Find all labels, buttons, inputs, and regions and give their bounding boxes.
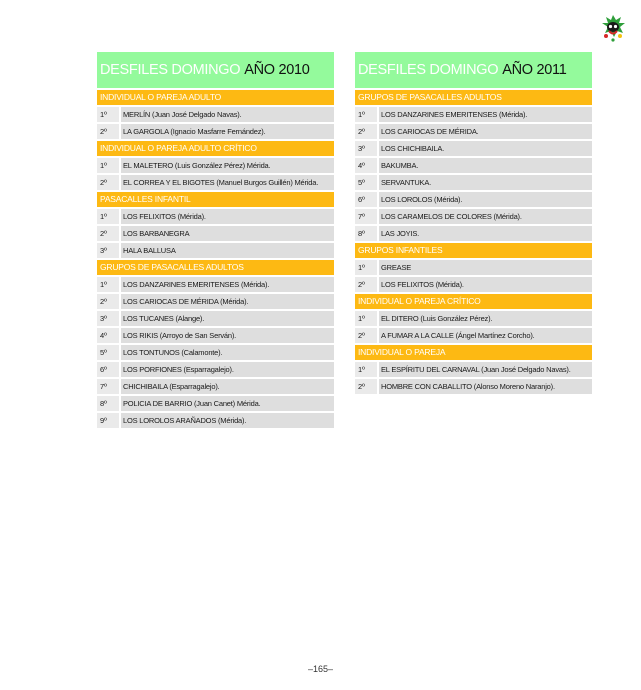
category-heading: GRUPOS DE PASACALLES ADULTOS <box>355 90 592 105</box>
result-row <box>355 379 592 394</box>
group-name: LOS LOROLOS (Mérida). <box>379 192 592 207</box>
group-name: LOS FELIXITOS (Mérida). <box>121 209 334 224</box>
group-name: A FUMAR A LA CALLE (Ángel Martínez Corcho). <box>379 328 592 343</box>
placement-rank: 2º <box>97 124 119 139</box>
group-name: LOS CARIOCAS DE MÉRIDA (Mérida). <box>121 294 334 309</box>
placement-rank: 5º <box>355 175 377 190</box>
panel-title-event: DESFILES DOMINGO <box>358 62 499 78</box>
category-heading: INDIVIDUAL O PAREJA CRÍTICO <box>355 294 592 309</box>
panel-title-year: AÑO 2011 <box>502 62 567 78</box>
group-name: LAS JOYIS. <box>379 226 592 241</box>
panel-title <box>97 52 334 88</box>
result-row <box>97 294 334 309</box>
placement-rank: 2º <box>355 124 377 139</box>
placement-rank: 1º <box>355 362 377 377</box>
result-row <box>355 226 592 241</box>
group-name: LOS CARIOCAS DE MÉRIDA. <box>379 124 592 139</box>
result-row <box>355 192 592 207</box>
results-panel-2010 <box>97 52 334 428</box>
result-row <box>355 107 592 122</box>
group-name: LOS DANZARINES EMERITENSES (Mérida). <box>379 107 592 122</box>
placement-rank: 2º <box>97 226 119 241</box>
placement-rank: 8º <box>355 226 377 241</box>
placement-rank: 2º <box>97 175 119 190</box>
result-row <box>355 328 592 343</box>
placement-rank: 1º <box>97 107 119 122</box>
placement-rank: 1º <box>355 107 377 122</box>
placement-rank: 1º <box>97 209 119 224</box>
result-row <box>355 158 592 173</box>
results-panel-2011 <box>355 52 592 394</box>
group-name: HOMBRE CON CABALLITO (Alonso Moreno Naranjo). <box>379 379 592 394</box>
result-row <box>355 141 592 156</box>
group-name: LOS PORFIONES (Esparragalejo). <box>121 362 334 377</box>
result-row <box>355 260 592 275</box>
placement-rank: 1º <box>97 277 119 292</box>
group-name: CHICHIBAILA (Esparragalejo). <box>121 379 334 394</box>
group-name: LOS LOROLOS ARAÑADOS (Mérida). <box>121 413 334 428</box>
placement-rank: 2º <box>97 294 119 309</box>
placement-rank: 3º <box>97 311 119 326</box>
result-row <box>355 362 592 377</box>
result-row <box>97 362 334 377</box>
result-row <box>97 226 334 241</box>
placement-rank: 2º <box>355 379 377 394</box>
category-heading: GRUPOS DE PASACALLES ADULTOS <box>97 260 334 275</box>
placement-rank: 5º <box>97 345 119 360</box>
result-row <box>355 311 592 326</box>
placement-rank: 8º <box>97 396 119 411</box>
placement-rank: 9º <box>97 413 119 428</box>
panel-title-year: AÑO 2010 <box>244 62 310 78</box>
category-heading: INDIVIDUAL O PAREJA <box>355 345 592 360</box>
group-name: EL DITERO (Luis González Pérez). <box>379 311 592 326</box>
group-name: GREASE <box>379 260 592 275</box>
group-name: EL CORREA Y EL BIGOTES (Manuel Burgos Guillén) Mérida. <box>121 175 334 190</box>
group-name: BAKUMBA. <box>379 158 592 173</box>
panel-title <box>355 52 592 88</box>
group-name: LOS TUCANES (Alange). <box>121 311 334 326</box>
category-heading: GRUPOS INFANTILES <box>355 243 592 258</box>
group-name: SERVANTUKA. <box>379 175 592 190</box>
result-row <box>97 328 334 343</box>
result-row <box>355 277 592 292</box>
group-name: LOS RIKIS (Arroyo de San Serván). <box>121 328 334 343</box>
result-row <box>355 175 592 190</box>
result-row <box>97 379 334 394</box>
result-row <box>97 107 334 122</box>
placement-rank: 3º <box>97 243 119 258</box>
group-name: POLICIA DE BARRIO (Juan Canet) Mérida. <box>121 396 334 411</box>
category-heading: INDIVIDUAL O PAREJA ADULTO CRÍTICO <box>97 141 334 156</box>
placement-rank: 2º <box>355 328 377 343</box>
result-row <box>97 124 334 139</box>
result-row <box>97 345 334 360</box>
placement-rank: 6º <box>97 362 119 377</box>
group-name: LOS FELIXITOS (Mérida). <box>379 277 592 292</box>
group-name: MERLÍN (Juan José Delgado Navas). <box>121 107 334 122</box>
group-name: LOS BARBANEGRA <box>121 226 334 241</box>
group-name: LA GARGOLA (Ignacio Masfarre Fernández). <box>121 124 334 139</box>
group-name: LOS CHICHIBAILA. <box>379 141 592 156</box>
group-name: EL MALETERO (Luis González Pérez) Mérida. <box>121 158 334 173</box>
panel-title-event: DESFILES DOMINGO <box>100 62 241 78</box>
placement-rank: 1º <box>355 311 377 326</box>
category-heading: PASACALLES INFANTIL <box>97 192 334 207</box>
result-row <box>97 243 334 258</box>
category-heading: INDIVIDUAL O PAREJA ADULTO <box>97 90 334 105</box>
result-row <box>355 124 592 139</box>
group-name: EL ESPÍRITU DEL CARNAVAL (Juan José Delgado Navas). <box>379 362 592 377</box>
placement-rank: 4º <box>97 328 119 343</box>
placement-rank: 3º <box>355 141 377 156</box>
result-row <box>97 396 334 411</box>
result-row <box>97 158 334 173</box>
carnival-mask-logo-icon <box>600 14 626 42</box>
placement-rank: 1º <box>97 158 119 173</box>
result-row <box>97 209 334 224</box>
placement-rank: 1º <box>355 260 377 275</box>
group-name: LOS CARAMELOS DE COLORES (Mérida). <box>379 209 592 224</box>
result-row <box>355 209 592 224</box>
result-row <box>97 175 334 190</box>
placement-rank: 6º <box>355 192 377 207</box>
group-name: LOS TONTUNOS (Calamonte). <box>121 345 334 360</box>
placement-rank: 7º <box>355 209 377 224</box>
result-row <box>97 311 334 326</box>
group-name: HALA BALLUSA <box>121 243 334 258</box>
placement-rank: 4º <box>355 158 377 173</box>
result-row <box>97 277 334 292</box>
page-number: –165– <box>307 664 334 674</box>
placement-rank: 7º <box>97 379 119 394</box>
group-name: LOS DANZARINES EMERITENSES (Mérida). <box>121 277 334 292</box>
placement-rank: 2º <box>355 277 377 292</box>
result-row <box>97 413 334 428</box>
